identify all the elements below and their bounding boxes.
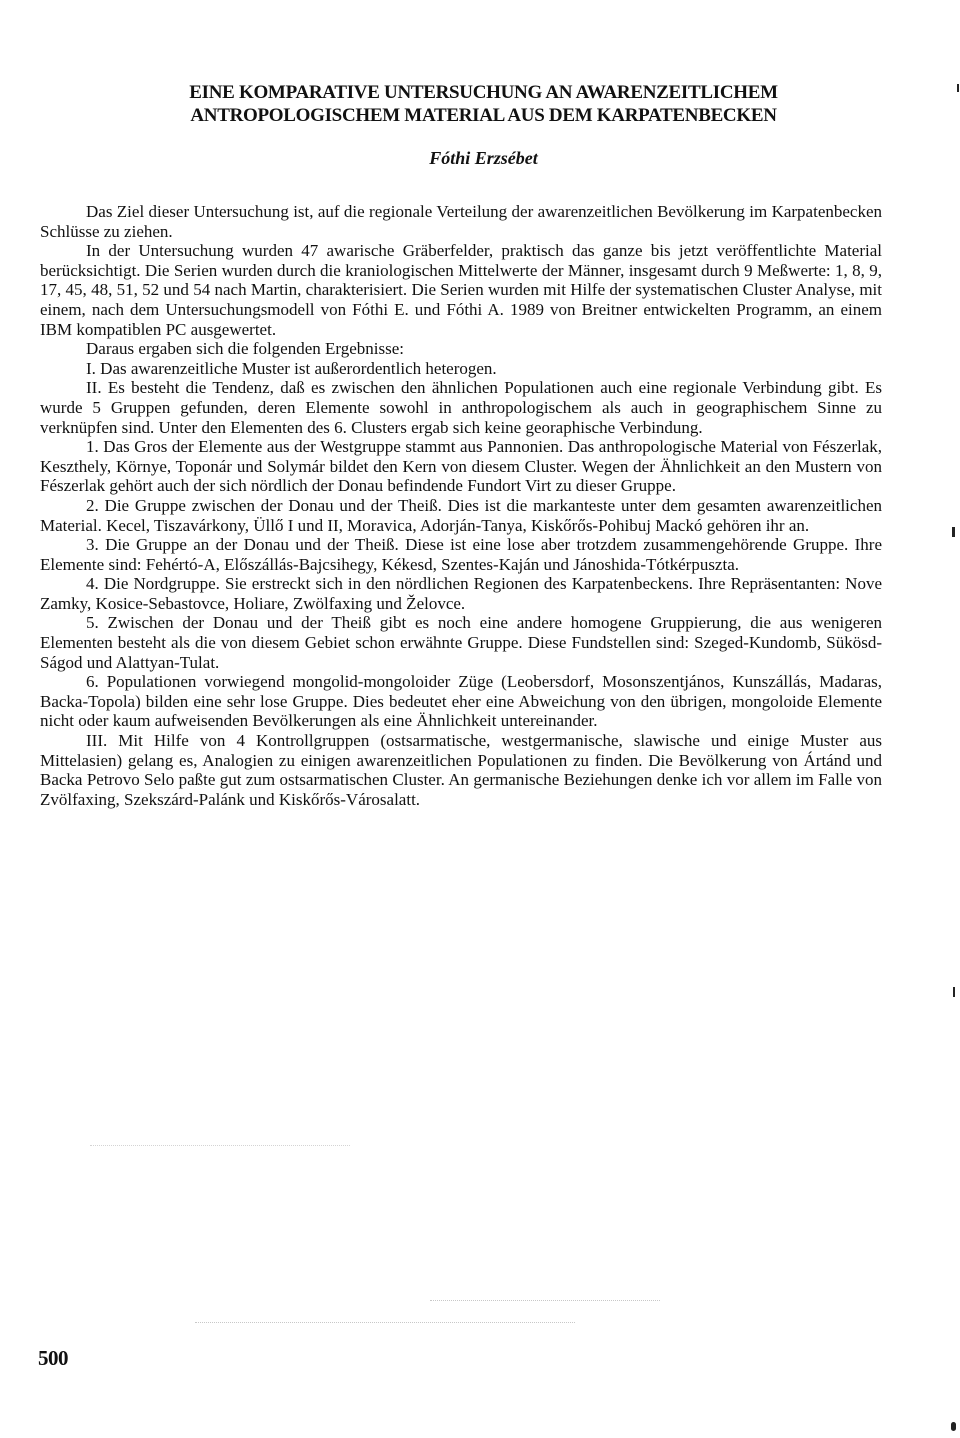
paragraph-result-1: I. Das awarenzeitliche Muster ist außerordentlich heterogen. — [86, 358, 497, 378]
paragraph-group-3: 3. Die Gruppe an der Donau und der Theiß. Diese ist eine lose aber trotzdem zusammengehörende Gruppe. Ihre Elemente sind: Fehértó-A, Előszállás-Bajcsihegy, Kékesd, Szentes-Kaján und Jánoshida-Tótkérpuszta. — [40, 535, 882, 574]
title-line-2: ANTROPOLOGISCHEM MATERIAL AUS DEM KARPATENBECKEN — [190, 105, 777, 126]
paragraph-group-5: 5. Zwischen der Donau und der Theiß gibt es noch eine andere homogene Gruppierung, die aus wenigeren Elementen besteht als die von diesem Gebiet schon erwähnte Gruppe. Diese Fundstellen sind: Szeged-Kundomb, Sükösd-Ságod und Alattyan-Tulat. — [40, 613, 882, 672]
paragraph-group-6: 6. Populationen vorwiegend mongolid-mongoloider Züge (Leobersdorf, Mosonszentjános, Kunszállás, Madaras, Backa-Topola) bilden eine sehr lose Gruppe. Dies bedeutet eher eine Abweichung von den übrigen, mongoloide Elemente nicht oder kaum aufweisenden Bevölkerungen als eine Ähnlichkeit untereinander. — [40, 672, 882, 731]
paragraph-result-3: III. Mit Hilfe von 4 Kontrollgruppen (ostsarmatische, westgermanische, slawische und einige Muster aus Mittelasien) gelang es, Analogien zu einigen awarenzeitlichen Populationen zu finden. Die Bevölkerung von Ártánd und Backa Petrovo Selo paßte gut zum ostsarmatischen Cluster. An germanische Beziehungen denke ich vor allem im Falle von Zvölfaxing, Szekszárd-Palánk und Kiskőrős-Városalatt. — [40, 731, 882, 809]
scan-speckle — [90, 1145, 350, 1147]
paragraph-results-intro: Daraus ergaben sich die folgenden Ergebnisse: — [86, 339, 405, 359]
scan-speckle — [195, 1322, 575, 1324]
margin-mark — [951, 1422, 956, 1431]
margin-mark — [953, 987, 955, 997]
paragraph-group-4: 4. Die Nordgruppe. Sie erstreckt sich in den nördlichen Regionen des Karpatenbeckens. Ihre Repräsentanten: Nove Zamky, Kosice-Sebastovce, Holiare, Zwölfaxing und Želovce. — [40, 574, 882, 613]
paragraph-group-2: 2. Die Gruppe zwischen der Donau und der Theiß. Dies ist die markanteste unter dem gesamten awarenzeitlichen Material. Kecel, Tiszavárkony, Üllő I und II, Moravica, Adorján-Tanya, Kiskőrős-Pohibuj Mackó gehören ihr an. — [40, 495, 882, 535]
paragraph-method: In der Untersuchung wurden 47 awarische Gräberfelder, praktisch das ganze bis jetzt veröffentlichte Material berücksichtigt. Die Serien wurden durch die kraniologischen Mittelwerte der Männer, insgesamt durch 9 Meßwerte: 1, 8, 9, 17, 45, 48, 51, 52 und 54 nach Martin, charakterisiert. Die Serien wurden mit Hilfe der systematischen Cluster Analyse, mit einem, nach dem Untersuchungsmodell von Fóthi E. und Fóthi A. 1989 von Breitner entwickelten Programm, an einem IBM kompatiblen PC ausgewertet. — [40, 241, 882, 339]
page-number: 500 — [38, 1346, 68, 1370]
title-line-1: EINE KOMPARATIVE UNTERSUCHUNG AN AWARENZEITLICHEM — [189, 82, 778, 103]
margin-mark — [952, 527, 955, 537]
paragraph-aim: Das Ziel dieser Untersuchung ist, auf die regionale Verteilung der awarenzeitlichen Bevölkerung im Karpatenbecken Schlüsse zu ziehen. — [40, 202, 882, 241]
scan-speckle — [430, 1300, 660, 1302]
article-body — [40, 202, 882, 809]
author-name: Fóthi Erzsébet — [429, 148, 538, 168]
paragraph-group-1: 1. Das Gros der Elemente aus der Westgruppe stammt aus Pannonien. Das anthropologische Material von Fészerlak, Keszthely, Környe, Toponár und Solymár bildet den Kern von diesem Cluster. Wegen der Ähnlichkeit an den Mustern von Fészerlak gehört auch der sich nördlich der Donau befindende Fundort Virt zu dieser Gruppe. — [40, 437, 882, 496]
margin-mark — [957, 84, 959, 92]
paragraph-result-2: II. Es besteht die Tendenz, daß es zwischen den ähnlichen Populationen auch eine regionale Verbindung gibt. Es wurde 5 Gruppen gefunden, deren Elemente sowohl in anthropologischem als auch in geographischem Sinne zu verknüpfen sind. Unter den Elementen des 6. Clusters ergab sich keine georaphische Verbindung. — [40, 378, 882, 437]
